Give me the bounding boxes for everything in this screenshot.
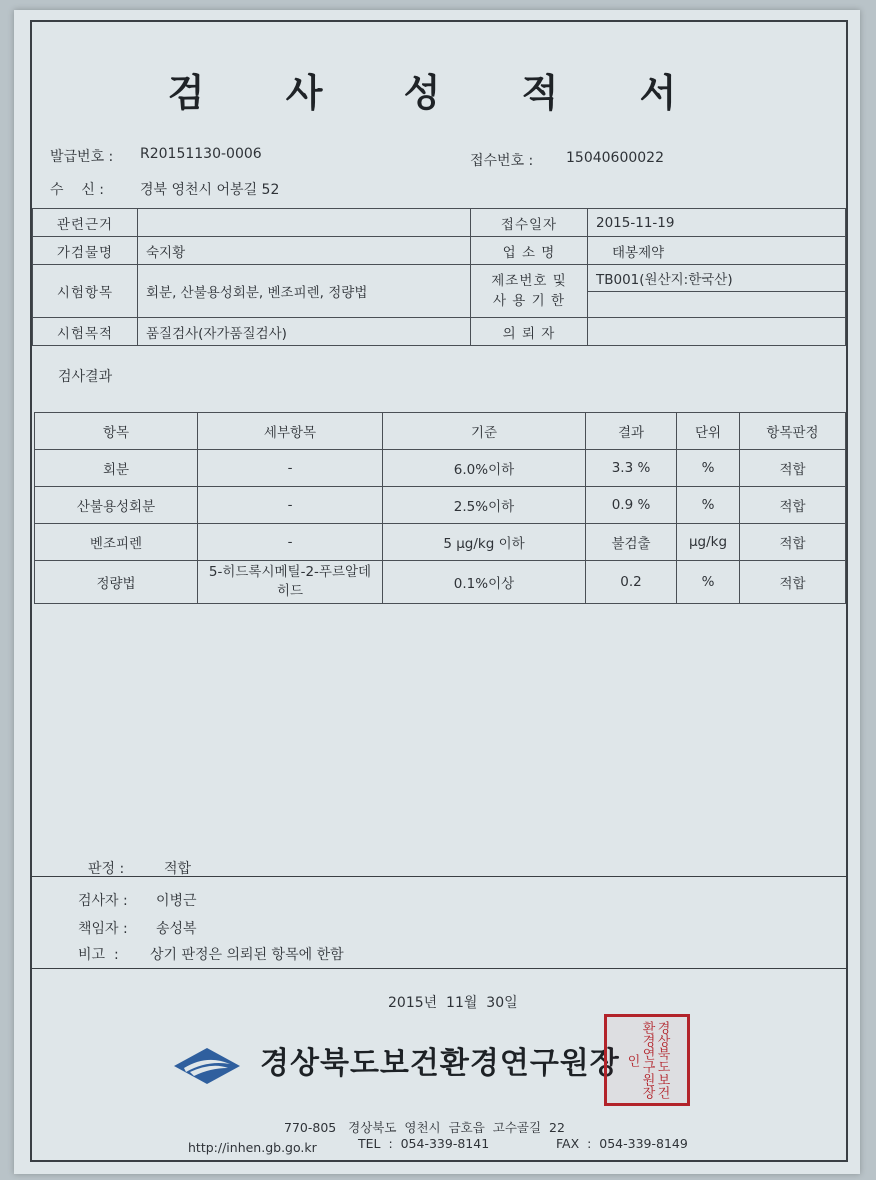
- issue-number-label: 발급번호 :: [50, 149, 114, 165]
- col-item: 항목: [35, 413, 198, 450]
- official-seal: 경상북도보건환경연구원장인: [604, 1014, 690, 1106]
- footer-fax: FAX : 054-339-8149: [556, 1136, 688, 1151]
- mfg-number-empty: [588, 291, 846, 318]
- col-unit: 단위: [677, 413, 740, 450]
- recipient-label: 수 신 :: [50, 182, 105, 198]
- divider: [32, 968, 846, 969]
- organization-name: 경상북도보건환경연구원장: [260, 1046, 620, 1081]
- cell-unit: μg/kg: [677, 524, 740, 561]
- cell-unit: %: [677, 561, 740, 604]
- info-table: [32, 208, 846, 346]
- basis-value: [138, 209, 471, 237]
- table-row: [35, 450, 846, 487]
- col-standard: 기준: [383, 413, 586, 450]
- cell-unit: %: [677, 450, 740, 487]
- cell-result: 0.2: [586, 561, 677, 604]
- issue-date: 2015년 11월 30일: [388, 995, 518, 1011]
- receipt-number-label: 접수번호 :: [470, 153, 534, 169]
- inspector-label: 검사자 :: [78, 893, 128, 909]
- cell-unit: %: [677, 487, 740, 524]
- footer-tel: TEL : 054-339-8141: [358, 1136, 490, 1151]
- test-items-label: 시험항목: [33, 265, 138, 318]
- col-result: 결과: [586, 413, 677, 450]
- divider: [32, 876, 846, 877]
- cell-detail: -: [198, 524, 383, 561]
- receipt-date: 2015-11-19: [588, 209, 846, 237]
- responsible-label: 책임자 :: [78, 921, 128, 937]
- footer-website[interactable]: http://inhen.gb.go.kr: [188, 1140, 317, 1155]
- cell-judgement: 적합: [740, 487, 846, 524]
- document-title: 검 사 성 적 서: [167, 71, 711, 115]
- receipt-date-label: 접수일자: [471, 209, 588, 237]
- mfg-number-label: [471, 265, 588, 318]
- mfg-number-label-line2: 사 용 기 한: [492, 293, 566, 309]
- product-label: 가검물명: [33, 237, 138, 265]
- product-name: 숙지황: [138, 237, 471, 265]
- mfg-number: TB001(원산지:한국산): [588, 265, 846, 292]
- cell-detail: -: [198, 450, 383, 487]
- cell-result: 불검출: [586, 524, 677, 561]
- basis-label: 관련근거: [33, 209, 138, 237]
- institute-logo-icon: [172, 1046, 242, 1086]
- col-detail: 세부항목: [198, 413, 383, 450]
- cell-standard: 2.5%이하: [383, 487, 586, 524]
- cell-standard: 0.1%이상: [383, 561, 586, 604]
- cell-result: 3.3 %: [586, 450, 677, 487]
- recipient: 경북 영천시 어봉길 52: [140, 182, 280, 198]
- cell-standard: 6.0%이하: [383, 450, 586, 487]
- cell-item: 정량법: [35, 561, 198, 604]
- results-table: [34, 412, 846, 604]
- issue-number: R20151130-0006: [140, 146, 262, 162]
- cell-judgement: 적합: [740, 561, 846, 604]
- results-header-row: [35, 413, 846, 450]
- company-label: 업 소 명: [471, 237, 588, 265]
- cell-judgement: 적합: [740, 524, 846, 561]
- responsible: 송성복: [156, 921, 197, 937]
- results-label: 검사결과: [58, 369, 113, 385]
- document-page: [14, 10, 860, 1174]
- company-name: 태봉제약: [588, 237, 846, 265]
- table-row: [35, 561, 846, 604]
- cell-item: 산불용성회분: [35, 487, 198, 524]
- cell-standard: 5 μg/kg 이하: [383, 524, 586, 561]
- cell-judgement: 적합: [740, 450, 846, 487]
- mfg-number-label-line1: 제조번호 및: [491, 273, 567, 289]
- remark: 상기 판정은 의뢰된 항목에 한함: [150, 947, 344, 963]
- remark-label: 비고 :: [78, 947, 119, 963]
- test-items: 회분, 산불용성회분, 벤조피렌, 정량법: [138, 265, 471, 318]
- requester: [588, 318, 846, 346]
- cell-detail: -: [198, 487, 383, 524]
- table-row: [35, 524, 846, 561]
- cell-result: 0.9 %: [586, 487, 677, 524]
- table-row: [35, 487, 846, 524]
- receipt-number: 15040600022: [566, 150, 664, 166]
- cell-item: 회분: [35, 450, 198, 487]
- verdict: 적합: [164, 861, 192, 877]
- cell-item: 벤조피렌: [35, 524, 198, 561]
- col-judgement: 항목판정: [740, 413, 846, 450]
- inspector: 이병근: [156, 893, 197, 909]
- purpose-label: 시험목적: [33, 318, 138, 346]
- footer-address: 770-805 경상북도 영천시 금호읍 고수골길 22: [284, 1120, 565, 1135]
- requester-label: 의 뢰 자: [471, 318, 588, 346]
- verdict-label: 판정 :: [88, 861, 125, 877]
- purpose: 품질검사(자가품질검사): [138, 318, 471, 346]
- document-border: [30, 20, 848, 1162]
- cell-detail: 5-히드록시메틸-2-푸르알데히드: [198, 561, 383, 604]
